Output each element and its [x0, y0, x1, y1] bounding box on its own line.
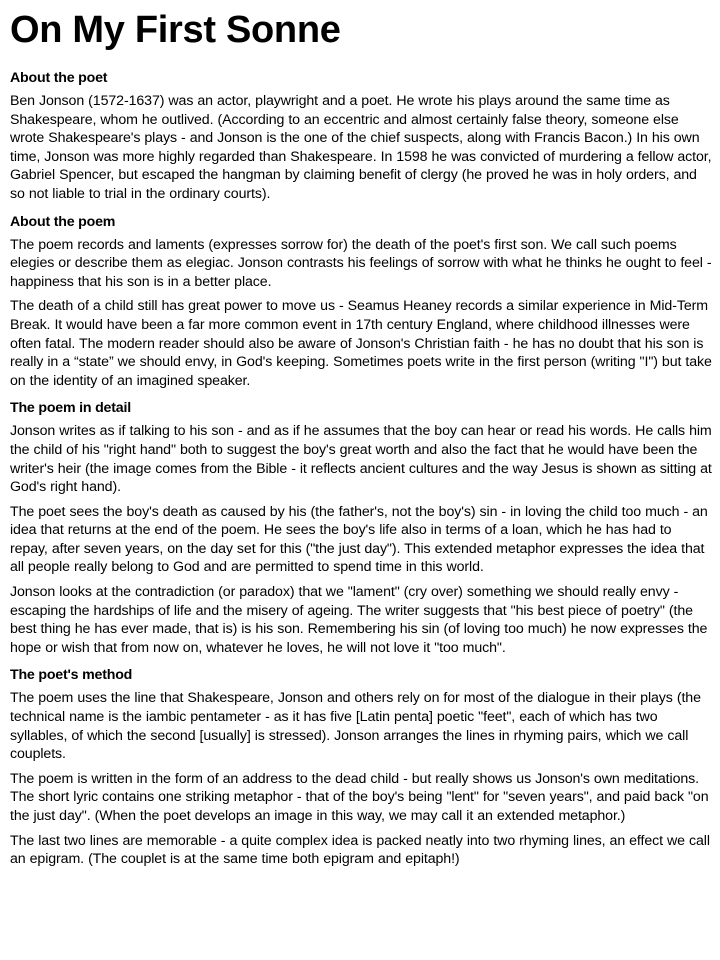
section-heading: The poem in detail [10, 400, 131, 417]
paragraph: Ben Jonson (1572-1637) was an actor, playwright and a poet. He wrote his plays around the same time as Shakespeare, whom he outlived. (According to an eccentric and almost certainly false theory, someone else wrote Shakespeare's plays - and Jonson is the one of the chief suspects, along with Francis Bacon.) In his own time, Jonson was more highly regarded than Shakespeare. In 1598 he was convicted of murdering a fellow actor, Gabriel Spencer, but escaped the hangman by claiming benefit of clergy (he proved he was in holy orders, and so not liable to trial in the ordinary courts). [10, 93, 712, 202]
paragraph: Jonson writes as if talking to his son - and as if he assumes that the boy can hear or read his words. He calls him the child of his "right hand" both to suggest the boy's great worth and also the fact that he would have been the writer's heir (the image comes from the Bible - it reflects ancient cultures and the way Jesus is shown as sitting at God's right hand). [10, 423, 712, 496]
paragraph: The poem records and laments (expresses sorrow for) the death of the poet's first son. We call such poems elegies or describe them as elegiac. Jonson contrasts his feelings of sorrow with what he thinks he ought to feel - happiness that his son is in a better place. [10, 236, 712, 290]
section-heading: The poet's method [10, 667, 133, 684]
section-heading: About the poet [10, 70, 108, 86]
section-about-the-poem [10, 213, 712, 391]
paragraph: Jonson looks at the contradiction (or paradox) that we "lament" (cry over) something we should really envy - escaping the hardships of life and the misery of ageing. The writer suggests that "his best piece of poetry" (the best thing he has ever made, that is) is his son. Remembering his sin (of loving too much) he now expresses the hope or wish that from now on, whatever he loves, he will not love it "too much". [10, 584, 708, 656]
paragraph: The death of a child still has great power to move us - Seamus Heaney records a similar experience in Mid-Term Break. It would have been a far more common event in 17th century England, where childhood illnesses were often fatal. The modern reader should also be aware of Jonson's Christian faith - he has no doubt that his son is really in a “state” we should envy, in God's keeping. Sometimes poets write in the first person (writing "I") but take on the identity of an imagined speaker. [10, 298, 712, 389]
section-the-poets-method [10, 666, 712, 868]
paragraph: The poem is written in the form of an address to the dead child - but really shows us Jonson's own meditations. The short lyric contains one striking metaphor - that of the boy's being "lent" for "seven years", and paid back "on the just day". (When the poet develops an image in this way, we may call it an extended metaphor.) [10, 770, 709, 824]
paragraph: The poem uses the line that Shakespeare, Jonson and others rely on for most of the dialogue in their plays (the technical name is the iambic pentameter - as it has five [Latin penta] poetic "feet", each of which has two syllables, of which the second [usually] is stressed). Jonson arranges the lines in rhyming pairs, which we call couplets. [10, 690, 701, 763]
section-the-poem-in-detail [10, 399, 712, 657]
section-heading: About the poem [10, 213, 116, 230]
paragraph: The last two lines are memorable - a quite complex idea is packed neatly into two rhyming lines, an effect we call an epigram. (The couplet is at the same time both epigram and epitaph!) [10, 832, 710, 868]
paragraph: The poet sees the boy's death as caused by his (the father's, not the boy's) sin - in loving the child too much - an idea that returns at the end of the poem. He sees the boy's life also in terms of a loan, which he has had to repay, after seven years, on the day set for this ("the just day"). This extended metaphor expresses the idea that all people really belong to God and are permitted to spend time in this world. [10, 503, 708, 576]
page-title: On My First Sonne [10, 9, 341, 51]
section-about-the-poet [10, 69, 712, 204]
